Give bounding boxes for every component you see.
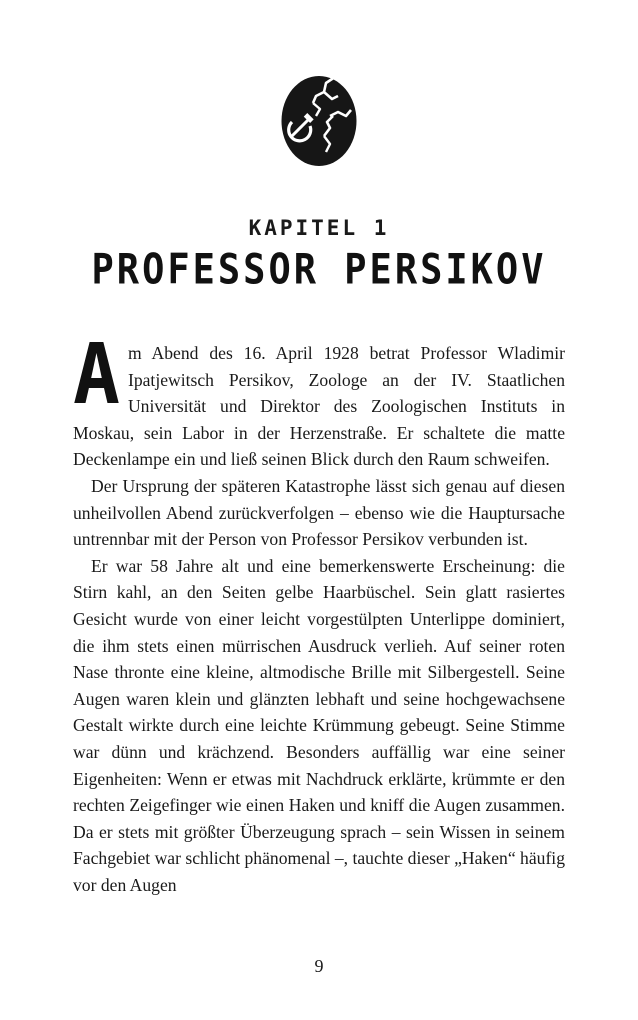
chapter-title: PROFESSOR PERSIKOV (91, 245, 547, 294)
chapter-label: KAPITEL 1 (248, 216, 390, 240)
cracked-egg-hammer-sickle-icon (280, 66, 358, 168)
paragraph-2: Der Ursprung der späteren Katastrophe lässt sich genau auf diesen unheilvollen Abend zurückverfolgen – ebenso wie die Hauptursache untrennbar mit der Person von Professor Persikov verbunden ist. (73, 475, 565, 550)
paragraph-1 (73, 326, 565, 473)
paragraph-3: Er war 58 Jahre alt und eine bemerkenswerte Erscheinung: die Stirn kahl, an den Seiten gelbe Haarbüschel. Sein glatt rasiertes Gesicht wurde von einer leicht vorgestülpten Unterlippe dominiert, die ihm stets einen mürrischen Ausdruck verlieh. Auf seiner roten Nase thronte eine kleine, altmodische Brille mit Silbergestell. Seine Augen waren klein und glänzten lebhaft und seine hochgewachsene Gestalt wirkte durch eine leichte Krümmung gebeugt. Seine Stimme war dünn und krächzend. Besonders auffällig war eine seiner Eigenheiten: Wenn er etwas mit Nachdruck erklärte, krümmte er den rechten Zeigefinger wie einen Haken und kniff die Augen zusammen. Da er stets mit größter Überzeugung sprach – sein Wissen in seinem Fachgebiet war schlicht phänomenal –, tauchte dieser „Haken“ häufig vor den Augen (73, 555, 565, 895)
page-number: 9 (314, 956, 324, 976)
drop-cap: A (73, 326, 120, 424)
paragraph-1-text: m Abend des 16. April 1928 betrat Professor Wladimir Ipatjewitsch Persikov, Zoologe an der IV. Staatlichen Universität und Direktor des Zoologischen Instituts in Moskau, sein Labor in der Herzenstraße. Er schaltete die matte Deckenlampe ein und ließ seinen Blick durch den Raum schweifen. (73, 343, 565, 470)
chapter-body (73, 326, 565, 898)
